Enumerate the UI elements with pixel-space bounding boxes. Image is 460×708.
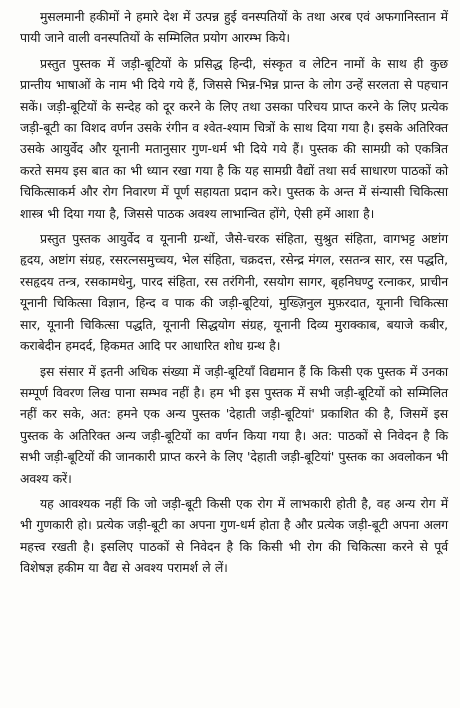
- paragraph-advice: यह आवश्यक नहीं कि जो जड़ी-बूटी किसी एक रोग में लाभकारी होती है, वह अन्य रोग में भी गुणकारी हो। प्रत्येक जड़ी-बूटी का अपना गुण-धर्म होता है और प्रत्येक जड़ी-बूटी अपना अलग महत्त्व रखती है। इसलिए पाठकों से निवेदन है कि किसी भी रोग की चिकित्सा करने से पूर्व विशेषज्ञ हकीम या वैद्य से अवश्य परामर्श ले लें।: [20, 495, 448, 576]
- paragraph-other-book: इस संसार में इतनी अधिक संख्या में जड़ी-बूटियाँ विद्यमान हैं कि किसी एक पुस्तक में उनका सम्पूर्ण विवरण लिख पाना सम्भव नहीं है। हम भी इस पुस्तक में सभी जड़ी-बूटियों को सम्मिलित नहीं कर सके, अत: हमने एक अन्य पुस्तक 'देहाती जड़ी-बूटियां' प्रकाशित की है, जिसमें इस पुस्तक के अतिरिक्त अन्य जड़ी-बूटियों का वर्णन किया गया है। अत: पाठकों से निवेदन है कि सभी जड़ी-बूटियों की जानकारी प्राप्त करने के लिए 'देहाती जड़ी-बूटियां' पुस्तक का अवलोकन भी अवश्य करें।: [20, 363, 448, 486]
- paragraph-source-texts: प्रस्तुत पुस्तक आयुर्वेद व यूनानी ग्रन्थों, जैसे-चरक संहिता, सुश्रुत संहिता, वागभट्ट अष्टांग हृदय, अष्टांग संग्रह, रसरत्नसमुच्चय, भेल संहिता, चक्रदत्त, रसेन्द्र मंगल, रसतन्त्र सार, रस पद्धति, रसहृदय तन्त्र, रसकामधेनु, पारद संहिता, रस तरंगिनी, रसयोग सागर, बृहनिघण्टु रत्नाकर, प्राचीन यूनानी चिकित्सा विज्ञान, हिन्द व पाक की जड़ी-बूटियां, मुख्ज़िनुल मुफ़रदात, यूनानी चिकित्सा सार, यूनानी चिकित्सा पद्धति, यूनानी सिद्धयोग संग्रह, यूनानी दिव्य मुराक्काब, बयाजे कबीर, कराबेदीन हमदर्द, हिकमत आदि पर आधारित शोध ग्रन्थ है।: [20, 231, 448, 354]
- paragraph-arab-herbs: मुसलमानी हकीमों ने हमारे देश में उत्पन्न हुई वनस्पतियों के तथा अरब एवं अफगानिस्तान में पायी जाने वाली वनस्पतियों के सम्मिलित प्रयोग आरम्भ किये।: [20, 9, 448, 46]
- paragraph-book-contents: प्रस्तुत पुस्तक में जड़ी-बूटियों के प्रसिद्ध हिन्दी, संस्कृत व लेटिन नामों के साथ ही कुछ प्रान्तीय भाषाओं के नाम भी दिये गये हैं, जिससे भिन्न-भिन्न प्रान्त के लोग उन्हें सरलता से पहचान सकें। जड़ी-बूटियों के सन्देह को दूर करने के लिए तथा उसका परिचय प्राप्त करने के लिए प्रत्येक जड़ी-बूटी का विशद वर्णन उसके रंगीन व श्वेत-श्याम चित्रों के साथ दिया गया है। इसके अतिरिक्त उसके आयुर्वेद और यूनानी मतानुसार गुण-धर्म भी दिये गये हैं। पुस्तक की सामग्री को एकत्रित करते समय इस बात का भी ध्यान रखा गया है कि यह सामग्री वैद्यों तथा सर्व साधारण पाठकों को चिकित्साकर्म और रोग निवारण में पूर्ण सहायता प्रदान करे। पुस्तक के अन्त में संन्यासी चिकित्सा शास्त्र भी दिया गया है, जिससे पाठक अवश्य लाभान्वित होंगे, ऐसी हमें आशा है।: [20, 55, 448, 221]
